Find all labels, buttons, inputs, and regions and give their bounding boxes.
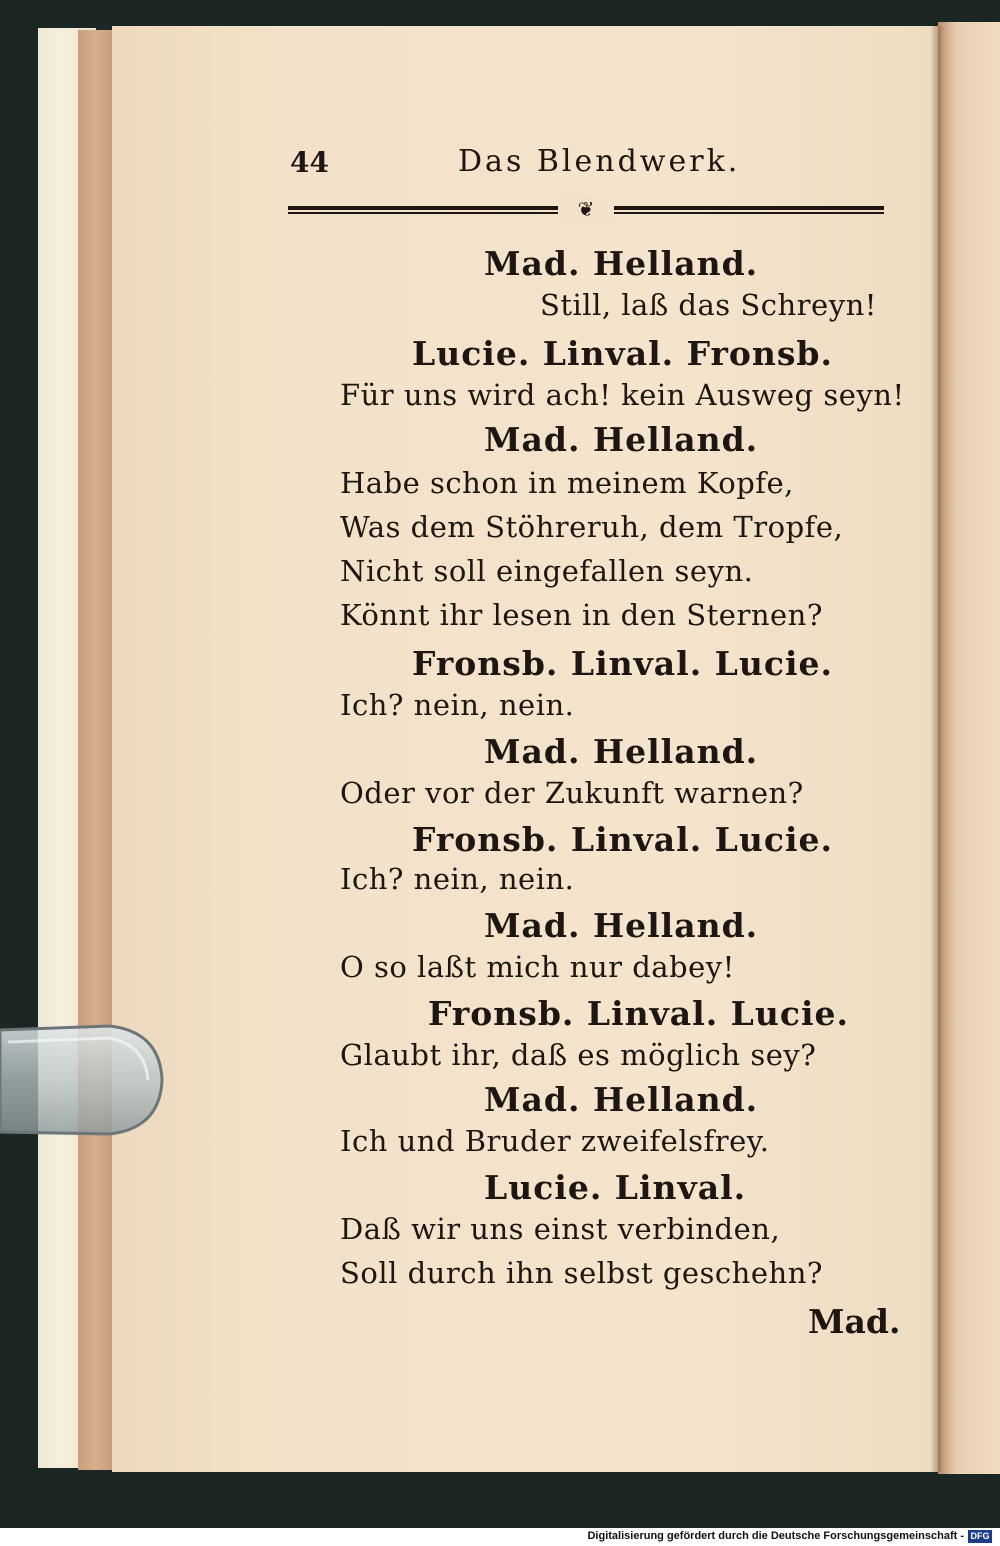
verse-line: Ich? nein, nein. [340, 688, 575, 722]
page-header [290, 140, 760, 184]
verse-line: Was dem Stöhreruh, dem Tropfe, [340, 510, 844, 544]
ornament-icon: ❦ [558, 198, 614, 220]
gutter-shadow [930, 26, 944, 1472]
ornamental-rule [288, 197, 884, 221]
verse-line: Für uns wird ach! kein Ausweg seyn! [340, 378, 905, 412]
speaker-heading: Mad. Helland. [484, 244, 759, 283]
verse-line: Still, laß das Schreyn! [540, 288, 877, 322]
verse-line: Daß wir uns einst verbinden, [340, 1212, 781, 1246]
verse-line: O so laßt mich nur dabey! [340, 950, 735, 984]
clamp-icon [0, 1022, 166, 1140]
speaker-heading: Fronsb. Linval. Lucie. [412, 644, 833, 683]
speaker-heading: Fronsb. Linval. Lucie. [412, 820, 833, 859]
speaker-heading: Lucie. Linval. Fronsb. [412, 334, 833, 373]
running-title: Das Blendwerk. [458, 144, 741, 179]
catchword: Mad. [808, 1302, 901, 1341]
facing-page [938, 22, 1000, 1474]
verse-line: Oder vor der Zukunft warnen? [340, 776, 804, 810]
verse-line: Könnt ihr lesen in den Sternen? [340, 598, 823, 632]
verse-line: Soll durch ihn selbst geschehn? [340, 1256, 823, 1290]
speaker-heading: Mad. Helland. [484, 1080, 759, 1119]
speaker-heading: Mad. Helland. [484, 420, 759, 459]
verse-line: Nicht soll eingefallen seyn. [340, 554, 754, 588]
dfg-logo-icon: DFG [968, 1530, 992, 1543]
footer-credit: Digitalisierung gefördert durch die Deutsche Forschungsgemeinschaft - [587, 1530, 964, 1542]
verse-line: Glaubt ihr, daß es möglich sey? [340, 1038, 817, 1072]
speaker-heading: Mad. Helland. [484, 732, 759, 771]
verse-line: Ich? nein, nein. [340, 862, 575, 896]
speaker-heading: Lucie. Linval. [484, 1168, 747, 1207]
speaker-heading: Fronsb. Linval. Lucie. [428, 994, 849, 1033]
verse-line: Habe schon in meinem Kopfe, [340, 466, 794, 500]
verse-line: Ich und Bruder zweifelsfrey. [340, 1124, 770, 1158]
speaker-heading: Mad. Helland. [484, 906, 759, 945]
page-number: 44 [290, 146, 329, 179]
